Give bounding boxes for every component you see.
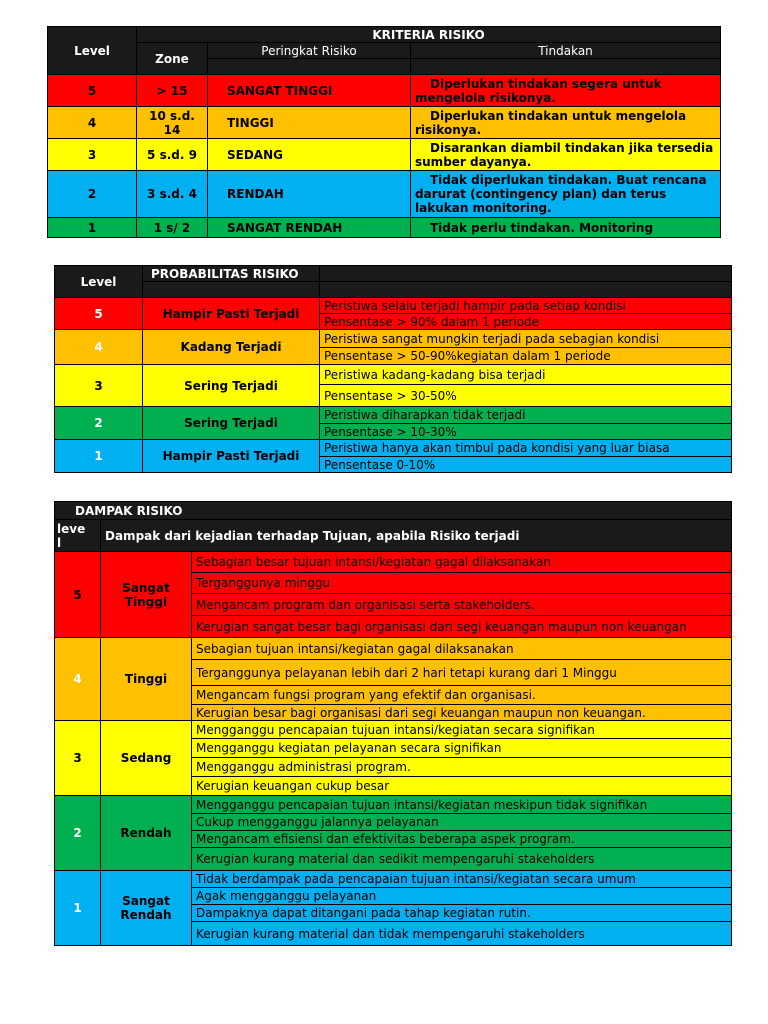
- criteria-rating: SANGAT RENDAH: [208, 218, 411, 238]
- criteria-level: 1: [48, 218, 137, 238]
- criteria-level: 5: [48, 75, 137, 107]
- probability-desc: Peristiwa sangat mungkin terjadi pada sebagian kondisi: [320, 330, 732, 348]
- impact-row: [55, 552, 732, 573]
- criteria-rating: RENDAH: [208, 171, 411, 218]
- probability-row: [55, 440, 732, 457]
- impact-row: [55, 871, 732, 888]
- criteria-row: [48, 139, 721, 171]
- impact-item: Mengancam efisiensi dan efektivitas beberapa aspek program.: [192, 831, 732, 848]
- criteria-row: [48, 107, 721, 139]
- probability-table: [54, 265, 732, 473]
- impact-label: Rendah: [101, 796, 192, 871]
- risk-criteria-table: [47, 26, 721, 238]
- criteria-blank-cell: [411, 59, 721, 75]
- probability-desc: Peristiwa selalu terjadi hampir pada setiap kondisi: [320, 298, 732, 314]
- probability-row: [55, 330, 732, 348]
- criteria-action: [411, 107, 721, 139]
- probability-percentage: Pensentase 0-10%: [320, 457, 732, 473]
- criteria-action-text: Diperlukan tindakan untuk mengelola risikonya.: [415, 108, 687, 137]
- criteria-action-header: Tindakan: [411, 43, 721, 59]
- impact-title: DAMPAK RISIKO: [55, 502, 732, 520]
- impact-label: Sedang: [101, 721, 192, 796]
- probability-level: 4: [55, 330, 143, 365]
- impact-item: Mengancam fungsi program yang efektif dan organisasi.: [192, 686, 732, 705]
- probability-label: Sering Terjadi: [143, 365, 320, 407]
- impact-row: [55, 796, 732, 814]
- impact-item: Mengancam program dan organisasi serta stakeholders.: [192, 594, 732, 616]
- impact-row: [55, 721, 732, 739]
- criteria-zone: 1 s/ 2: [137, 218, 208, 238]
- criteria-level: 2: [48, 171, 137, 218]
- criteria-rating: SANGAT TINGGI: [208, 75, 411, 107]
- probability-level: 1: [55, 440, 143, 473]
- impact-item: Tidak berdampak pada pencapaian tujuan intansi/kegiatan secara umum: [192, 871, 732, 888]
- impact-item: Cukup mengganggu jalannya pelayanan: [192, 814, 732, 831]
- probability-desc: Peristiwa hanya akan timbul pada kondisi yang luar biasa: [320, 440, 732, 457]
- impact-level: 5: [55, 552, 101, 638]
- criteria-level: 3: [48, 139, 137, 171]
- impact-item: Mengganggu kegiatan pelayanan secara signifikan: [192, 739, 732, 758]
- probability-level: 2: [55, 407, 143, 440]
- impact-item: Sebagian tujuan intansi/kegiatan gagal dilaksanakan: [192, 638, 732, 660]
- impact-item: Kerugian besar bagi organisasi dari segi keuangan maupun non keuangan.: [192, 705, 732, 721]
- impact-label: Sangat Rendah: [101, 871, 192, 946]
- probability-label: Hampir Pasti Terjadi: [143, 298, 320, 330]
- criteria-row: [48, 171, 721, 218]
- criteria-zone: 10 s.d. 14: [137, 107, 208, 139]
- impact-item: Terganggunya pelayanan lebih dari 2 hari tetapi kurang dari 1 Minggu: [192, 660, 732, 686]
- impact-item: Kerugian kurang material dan tidak mempengaruhi stakeholders: [192, 922, 732, 946]
- impact-item: Kerugian sangat besar bagi organisasi dari segi keuangan maupun non keuangan: [192, 616, 732, 638]
- probability-percentage: Pensentase > 10-30%: [320, 424, 732, 440]
- criteria-rating: TINGGI: [208, 107, 411, 139]
- criteria-action: [411, 218, 721, 238]
- probability-percentage: Pensentase > 50-90%kegiatan dalam 1 periode: [320, 348, 732, 365]
- impact-table: [54, 501, 732, 946]
- impact-item: Terganggunya minggu: [192, 573, 732, 594]
- criteria-action-text: Diperlukan tindakan segera untuk mengelola risikonya.: [415, 76, 662, 105]
- criteria-zone: > 15: [137, 75, 208, 107]
- impact-item: Kerugian kurang material dan sedikit mempengaruhi stakeholders: [192, 848, 732, 871]
- impact-level-header-text: leve l: [57, 521, 86, 550]
- impact-item: Mengganggu administrasi program.: [192, 758, 732, 777]
- probability-row: [55, 298, 732, 314]
- criteria-rating: SEDANG: [208, 139, 411, 171]
- criteria-action: [411, 139, 721, 171]
- probability-title: PROBABILITAS RISIKO: [143, 266, 320, 282]
- probability-level-header: Level: [55, 266, 143, 298]
- criteria-action-text: Tidak diperlukan tindakan. Buat rencana darurat (contingency plan) dan terus lakukan monitoring.: [415, 173, 707, 215]
- probability-blank-cell: [320, 282, 732, 298]
- probability-blank-cell: [320, 266, 732, 282]
- impact-label: Tinggi: [101, 638, 192, 721]
- criteria-zone-header: Zone: [137, 43, 208, 75]
- probability-percentage: Pensentase > 30-50%: [320, 385, 732, 407]
- criteria-zone: 5 s.d. 9: [137, 139, 208, 171]
- probability-desc: Peristiwa kadang-kadang bisa terjadi: [320, 365, 732, 385]
- probability-desc: Peristiwa diharapkan tidak terjadi: [320, 407, 732, 424]
- criteria-row: [48, 75, 721, 107]
- impact-level: 1: [55, 871, 101, 946]
- criteria-action: [411, 75, 721, 107]
- criteria-row: [48, 218, 721, 238]
- probability-row: [55, 407, 732, 424]
- impact-item: Mengganggu pencapaian tujuan intansi/kegiatan meskipun tidak signifikan: [192, 796, 732, 814]
- criteria-level-header: Level: [48, 27, 137, 75]
- probability-label: Hampir Pasti Terjadi: [143, 440, 320, 473]
- probability-row: [55, 365, 732, 385]
- criteria-action-text: Tidak perlu tindakan. Monitoring: [430, 220, 654, 235]
- probability-label: Sering Terjadi: [143, 407, 320, 440]
- impact-item: Sebagian besar tujuan intansi/kegiatan gagal dilaksanakan: [192, 552, 732, 573]
- impact-level-header: [55, 520, 101, 552]
- impact-item: Dampaknya dapat ditangani pada tahap kegiatan rutin.: [192, 905, 732, 922]
- impact-level: 2: [55, 796, 101, 871]
- criteria-action-text: Disarankan diambil tindakan jika tersedia sumber dayanya.: [415, 140, 714, 169]
- probability-percentage: Pensentase > 90% dalam 1 periode: [320, 314, 732, 330]
- probability-level: 5: [55, 298, 143, 330]
- impact-level: 3: [55, 721, 101, 796]
- impact-level: 4: [55, 638, 101, 721]
- criteria-rating-header: Peringkat Risiko: [208, 43, 411, 59]
- impact-desc-header: Dampak dari kejadian terhadap Tujuan, apabila Risiko terjadi: [101, 520, 732, 552]
- impact-item: Mengganggu pencapaian tujuan intansi/kegiatan secara signifikan: [192, 721, 732, 739]
- impact-label: Sangat Tinggi: [101, 552, 192, 638]
- probability-label: Kadang Terjadi: [143, 330, 320, 365]
- impact-item: Kerugian keuangan cukup besar: [192, 777, 732, 796]
- impact-row: [55, 638, 732, 660]
- criteria-title: KRITERIA RISIKO: [137, 27, 721, 43]
- impact-item: Agak mengganggu pelayanan: [192, 888, 732, 905]
- criteria-zone: 3 s.d. 4: [137, 171, 208, 218]
- criteria-blank-cell: [208, 59, 411, 75]
- criteria-level: 4: [48, 107, 137, 139]
- probability-level: 3: [55, 365, 143, 407]
- probability-blank-cell: [143, 282, 320, 298]
- criteria-action: [411, 171, 721, 218]
